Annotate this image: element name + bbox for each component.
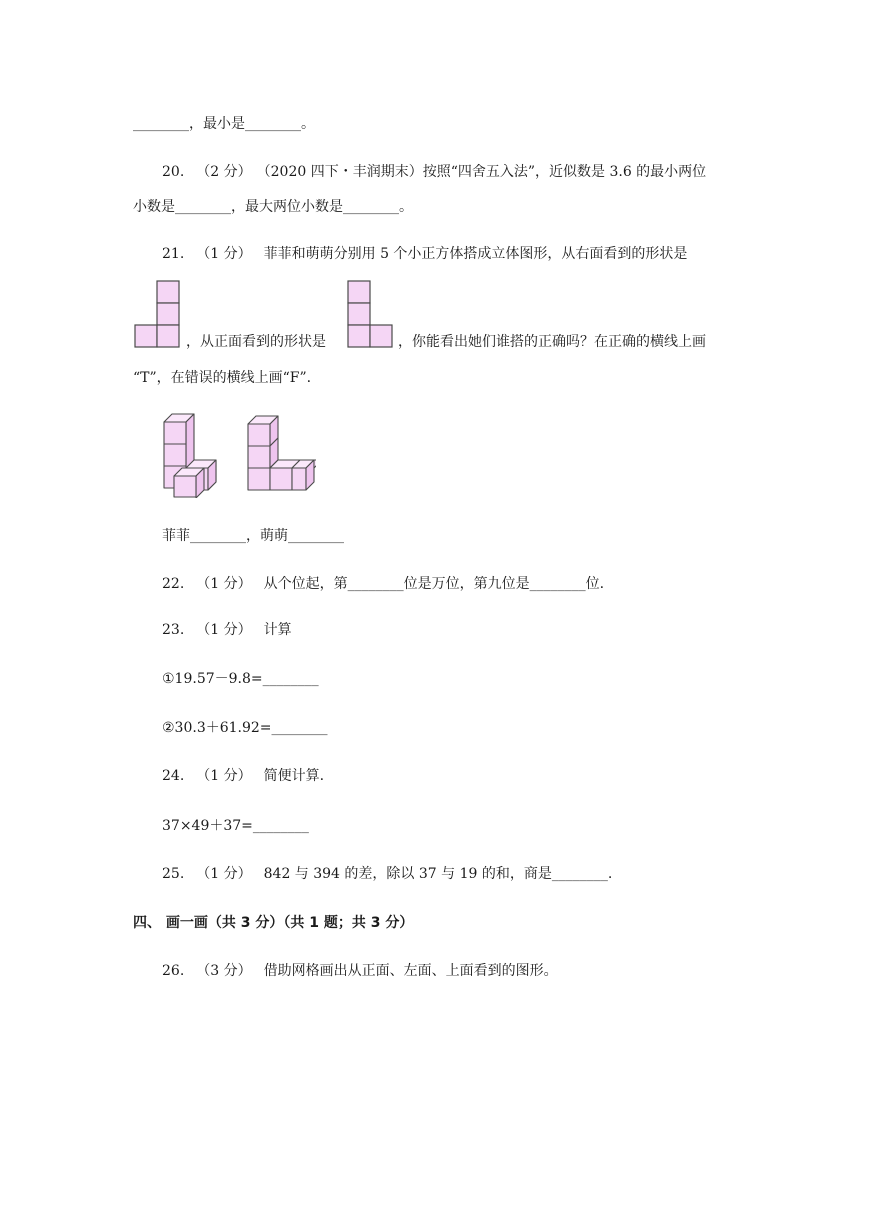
feifei-answer-blank[interactable]: ________ [190,528,246,544]
answer-blank[interactable]: ________ [347,576,404,592]
text: “T”，在错误的横线上画“F”. [133,370,312,386]
question-number: 25. [162,866,185,882]
question-number: 22. [162,576,185,592]
text: ，从正面看到的形状是 [186,334,326,350]
question-number: 20. [162,164,185,180]
question-text: 菲菲和萌萌分别用 5 个小正方体搭成立体图形，从右面看到的形状是 [263,246,688,262]
answer-blank[interactable]: ________ [245,116,301,132]
q24-line [162,766,324,786]
question-text: 842 与 394 的差，除以 37 与 19 的和，商是 [263,866,552,882]
text: 位. [585,576,605,592]
answer-blank[interactable]: ________ [252,818,309,834]
q21-line1 [162,244,687,264]
text: ，最大两位小数是 [231,199,343,215]
text: 。 [399,199,413,215]
q23-item1 [162,669,319,689]
points: （1 分） [196,622,252,638]
q23-item2 [162,718,328,738]
q20-line2 [133,197,413,217]
answer-blank[interactable]: ________ [175,199,231,215]
answer-blank[interactable]: ________ [529,576,586,592]
answer-blank[interactable]: ________ [343,199,399,215]
expression: 37×49＋37= [162,818,253,834]
text: 。 [301,116,315,132]
points: （1 分） [196,246,252,262]
question-number: 24. [162,768,185,784]
text: ，你能看出她们谁搭的正确吗？在正确的横线上画 [398,334,706,350]
answer-blank[interactable]: ________ [262,671,319,687]
question-number: 26. [162,963,185,979]
section-heading: 四、 画一画（共 3 分）（共 1 题；共 3 分） [133,915,414,931]
text: 小数是 [133,199,175,215]
q21-line2a [186,332,326,352]
right-view-shape [133,280,183,348]
text: ，最小是 [189,116,245,132]
q21-answers [162,526,344,546]
continued-line [133,114,315,134]
text: 从个位起，第 [263,576,348,592]
points: （1 分） [196,768,252,784]
points: （1 分） [196,576,252,592]
text: ， [246,528,260,544]
mengmeng-label: 萌萌 [260,528,288,544]
question-text: 简便计算. [263,768,325,784]
points: （2 分） [196,164,252,180]
question-number: 23. [162,622,185,638]
answer-blank[interactable]: ________ [551,866,608,882]
points: （3 分） [196,963,252,979]
front-view-shape [346,280,396,348]
q23-line [162,620,292,640]
question-text: 计算 [263,622,292,638]
text: 位是万位，第九位是 [403,576,530,592]
mengmeng-answer-blank[interactable]: ________ [288,528,344,544]
q26-line [162,961,558,981]
answer-blank[interactable]: ________ [271,720,328,736]
expression: ①19.57－9.8= [162,671,263,687]
mengmeng-cube-figure [244,412,316,492]
q25-line [162,864,612,884]
question-text: 借助网格画出从正面、左面、上面看到的图形。 [263,963,558,979]
feifei-cube-figure [160,410,222,498]
feifei-label: 菲菲 [162,528,190,544]
expression: ②30.3＋61.92= [162,720,272,736]
points: （1 分） [196,866,252,882]
question-number: 21. [162,246,185,262]
q21-line3 [133,368,311,388]
text: . [607,866,613,882]
q20-line1 [162,162,706,182]
answer-blank[interactable]: ________ [133,116,189,132]
q21-line2b [398,332,706,352]
question-text: （2020 四下・丰润期末）按照“四舍五入法”，近似数是 3.6 的最小两位 [263,164,707,180]
q24-expr [162,816,309,836]
q22-line [162,574,604,594]
